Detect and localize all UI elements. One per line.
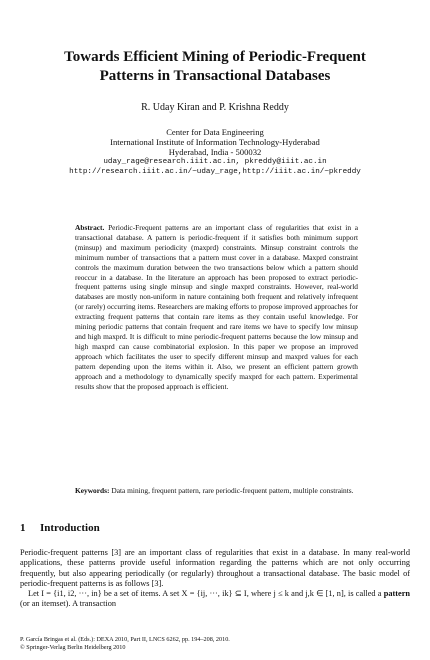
author-emails: uday_rage@research.iiit.ac.in, pkreddy@iiit.ac.in (103, 158, 327, 166)
footer-copyright: © Springer-Verlag Berlin Heidelberg 2010 (20, 644, 126, 651)
intro-paragraph-2-part-2: (or an itemset). A transaction (20, 599, 117, 609)
pattern-term: pattern (383, 589, 411, 599)
paper-title (20, 48, 410, 86)
abstract-label: Abstract. (75, 223, 105, 232)
affiliation-line-1: Center for Data Engineering (166, 127, 264, 137)
footer-citation: P. García Bringas et al. (Eds.): DEXA 2010, Part II, LNCS 6262, pp. 194–208, 2010. (20, 636, 230, 643)
keywords-label: Keywords: (75, 486, 110, 495)
intro-paragraph-2-part-1: Let I = {i1, i2, ···, in} be a set of items. A set X = {ij, ···, ik} ⊆ I, where j ≤ k and j,k ∈ [1, n], is called a (28, 589, 382, 599)
authors: R. Uday Kiran and P. Krishna Reddy (141, 102, 289, 113)
section-heading (20, 522, 100, 534)
affiliation-line-2: International Institute of Information Technology-Hyderabad (110, 137, 320, 147)
intro-body (20, 548, 410, 610)
section-number: 1 (20, 522, 26, 534)
section-title: Introduction (40, 522, 100, 534)
title-line-1: Towards Efficient Mining of Periodic-Frequent (64, 49, 366, 65)
author-urls: http://research.iiit.ac.in/~uday_rage,http://iiit.ac.in/~pkreddy (69, 168, 361, 176)
page-footer (20, 636, 230, 652)
intro-paragraph-2 (20, 589, 410, 610)
title-line-2: Patterns in Transactional Databases (99, 68, 331, 84)
affiliation-line-3: Hyderabad, India - 500032 (168, 147, 262, 157)
abstract-text: Periodic-Frequent patterns are an important class of regularities that exist in a transactional database. A pattern is periodic-frequent if it satisfies both minimum support (minsup) and maximum periodicity (maxprd) constraints. Minsup constraint controls the minimum number of transactions that a pattern must cover in a database. Maxprd constraint controls the maximum duration between the two transactions below which a pattern should reoccur in a database. In the literature an approach has been proposed to extract periodic-frequent patterns using single minsup and single maxprd constraints. However, real-world databases are mostly non-uniform in nature containing both frequent and relatively infrequent (or rarely) occurring items. Researchers are making efforts to propose improved approaches for extracting frequent patterns that contain rare items as they contain useful knowledge. For mining periodic patterns that contain frequent and rare items we have to specify low minsup and high maxprd. It is difficult to mine periodic-frequent patterns because the low minsup and high maxprd can cause combinatorial explosion. In this paper we propose an improved approach which facilitates the user to specify different minsup and maxprd values for each pattern depending upon the items within it. Also, we present an efficient pattern growth approach and a methodology to dynamically specify maxprd for each pattern. Experimental results show that the proposed approach is efficient. (75, 223, 358, 391)
keywords (75, 486, 358, 496)
intro-paragraph-1: Periodic-frequent patterns [3] are an important class of regularities that exist in a database. In many real-world applications, these patterns provide useful information regarding the patterns which are not only occurring frequently, but also appearing periodically (or regularly) throughout a transactional database. The basic model of periodic-frequent patterns is as follows [3]. (20, 548, 410, 588)
keywords-text: Data mining, frequent pattern, rare periodic-frequent pattern, multiple constraints. (111, 486, 354, 495)
abstract (75, 223, 358, 391)
affiliation (0, 127, 430, 177)
